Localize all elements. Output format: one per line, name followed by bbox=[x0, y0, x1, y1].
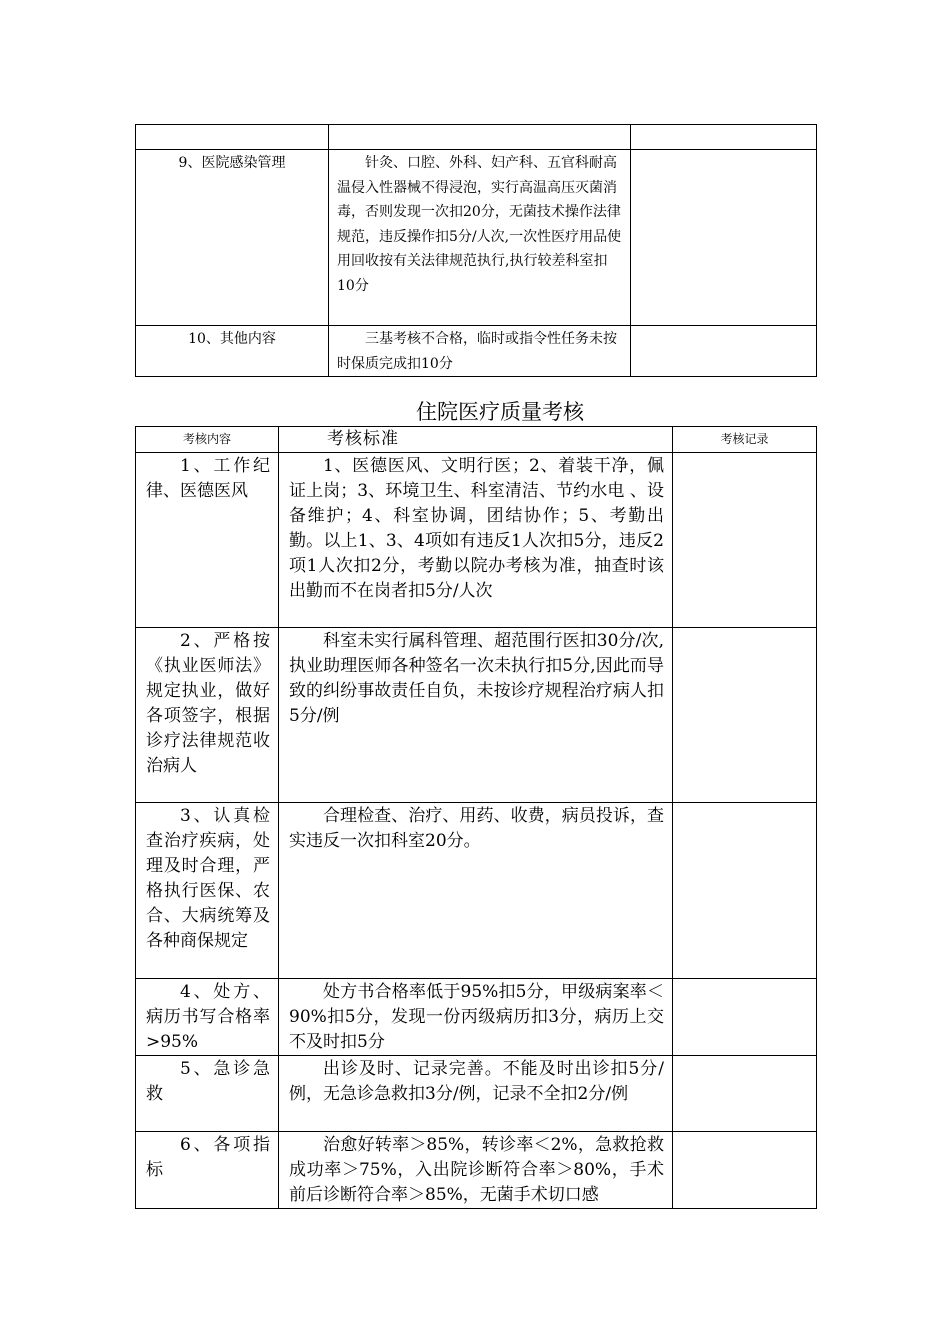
standard-cell: 治愈好转率＞85%，转诊率＜2%，急救抢救成功率＞75%，入出院诊断符合率＞80%，手术前后诊断符合率＞85%，无菌手术切口感 bbox=[279, 1132, 673, 1209]
standard-cell: 三基考核不合格，临时或指令性任务未按时保质完成扣10分 bbox=[329, 326, 631, 377]
standard-cell: 处方书合格率低于95%扣5分，甲级病案率＜90%扣5分，发现一份丙级病历扣3分，病历上交不及时扣5分 bbox=[279, 979, 673, 1056]
item-cell: 3、认真检查治疗疾病，处理及时合理，严格执行医保、农合、大病统筹及各种商保规定 bbox=[136, 803, 279, 979]
table-header-row bbox=[136, 427, 817, 453]
header-standard: 考核标准 bbox=[279, 427, 673, 453]
table-row bbox=[136, 1132, 817, 1209]
header-record: 考核记录 bbox=[673, 427, 817, 453]
record-cell bbox=[631, 150, 817, 326]
table-cell bbox=[136, 125, 329, 150]
table-row bbox=[136, 803, 817, 979]
table-row bbox=[136, 453, 817, 628]
item-cell: 1、工作纪律、医德医风 bbox=[136, 453, 279, 628]
standard-cell: 科室未实行属科管理、超范围行医扣30分/次,执业助理医师各种签名一次未执行扣5分,因此而导致的纠纷事故责任自负，未按诊疗规程治疗病人扣5分/例 bbox=[279, 628, 673, 803]
table-row bbox=[136, 628, 817, 803]
record-cell bbox=[631, 326, 817, 377]
item-cell: 9、医院感染管理 bbox=[136, 150, 329, 326]
item-cell: 2、严格按《执业医师法》规定执业，做好各项签字，根据诊疗法律规范收治病人 bbox=[136, 628, 279, 803]
record-cell bbox=[673, 979, 817, 1056]
inpatient-quality-table bbox=[135, 426, 817, 1209]
item-cell: 4、处方、病历书写合格率>95% bbox=[136, 979, 279, 1056]
item-cell: 6、各项指标 bbox=[136, 1132, 279, 1209]
table-row bbox=[136, 326, 817, 377]
standard-cell: 1、医德医风、文明行医；2、着装干净，佩证上岗；3、环境卫生、科室清洁、节约水电 、设备维护；4、科室协调，团结协作；5、考勤出勤。以上1、3、4项如有违反1人次扣5分，违反2项1人次扣2分，考勤以院办考核为准，抽查时该出勤而不在岗者扣5分/人次 bbox=[279, 453, 673, 628]
record-cell bbox=[673, 1056, 817, 1132]
standard-cell: 合理检查、治疗、用药、收费，病员投诉，查实违反一次扣科室20分。 bbox=[279, 803, 673, 979]
section-title: 住院医疗质量考核 bbox=[416, 400, 584, 424]
record-cell bbox=[673, 628, 817, 803]
standard-cell: 针灸、口腔、外科、妇产科、五官科耐高温侵入性器械不得浸泡，实行高温高压灭菌消毒，否则发现一次扣20分，无菌技术操作法律规范，违反操作扣5分/人次,一次性医疗用品使用回收按有关法律规范执行,执行较差科室扣10分 bbox=[329, 150, 631, 326]
table-row bbox=[136, 150, 817, 326]
infection-other-table bbox=[135, 124, 817, 377]
record-cell bbox=[673, 1132, 817, 1209]
header-content: 考核内容 bbox=[136, 427, 279, 453]
item-cell: 10、其他内容 bbox=[136, 326, 329, 377]
table-row bbox=[136, 1056, 817, 1132]
table-cell bbox=[631, 125, 817, 150]
record-cell bbox=[673, 453, 817, 628]
table-row bbox=[136, 125, 817, 150]
record-cell bbox=[673, 803, 817, 979]
table-cell bbox=[329, 125, 631, 150]
standard-cell: 出诊及时、记录完善。不能及时出诊扣5分/例，无急诊急救扣3分/例，记录不全扣2分/例 bbox=[279, 1056, 673, 1132]
table-row bbox=[136, 979, 817, 1056]
item-cell: 5、急诊急救 bbox=[136, 1056, 279, 1132]
